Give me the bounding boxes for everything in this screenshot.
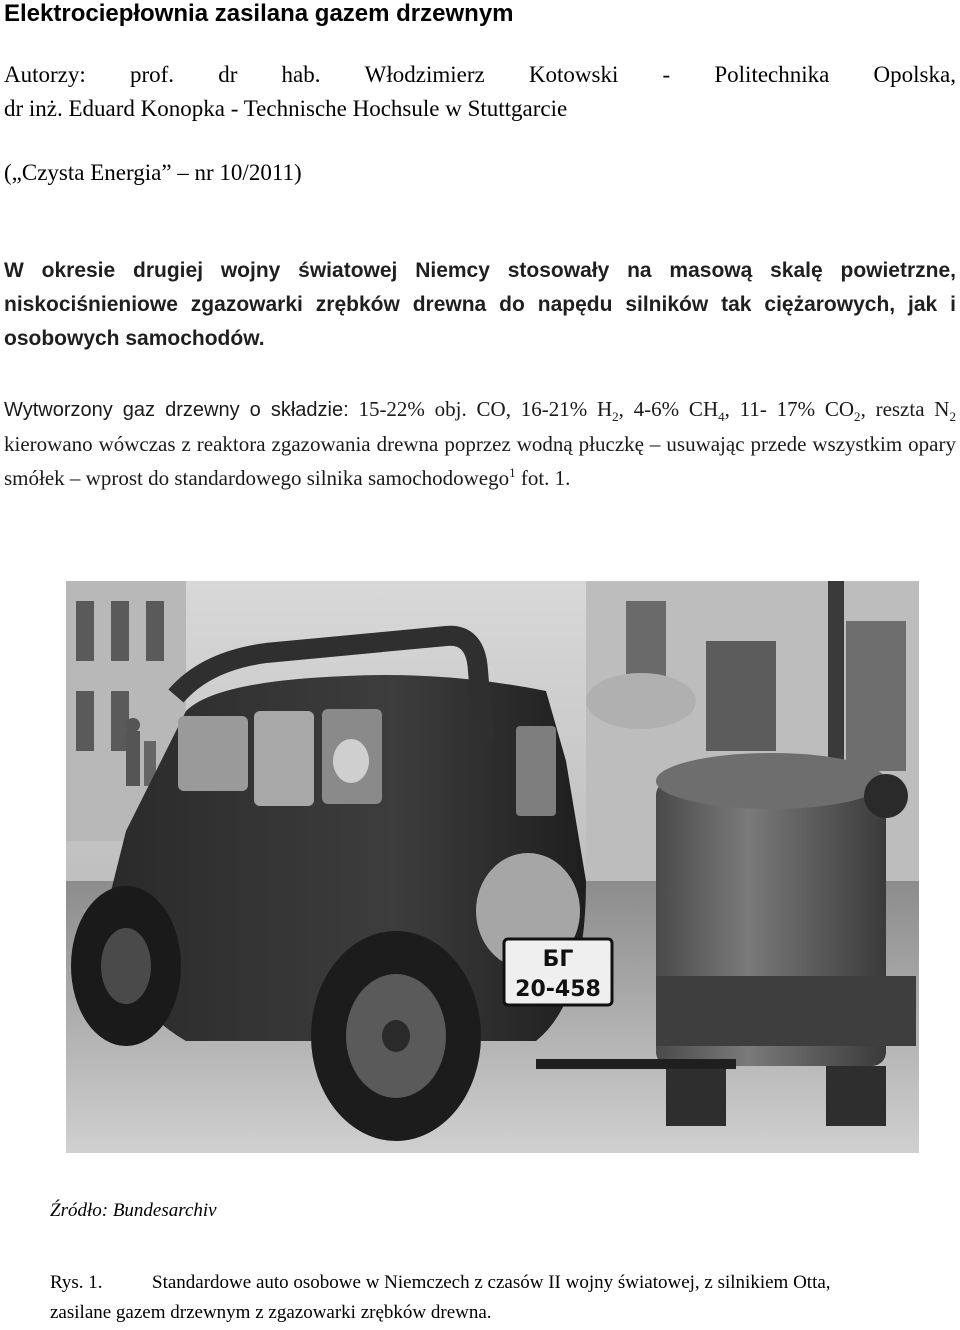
authors (4, 58, 956, 126)
n2-subscript: 2 (949, 409, 956, 425)
h2-subscript: 2 (612, 409, 619, 425)
authors-line-2: dr inż. Eduard Konopka - Technische Hochsule w Stuttgarcie (4, 96, 568, 121)
car-window-front (178, 716, 248, 791)
author-word: Opolska, (873, 62, 956, 87)
composition-lead: Wytworzony gaz drzewny o składzie: (4, 399, 349, 421)
intro-paragraph: W okresie drugiej wojny światowej Niemcy stosowały na masową skalę powietrzne, niskociśnieniowe zgazowarki zrębków drewna do napędu silników tak ciężarowych, jak i osobowych samochodów. (4, 259, 956, 350)
caption-text-2: zasilane gazem drzewnym z zgazowarki zrębków drewna. (50, 1302, 492, 1323)
author-word: prof. (129, 62, 175, 87)
car-window-mid (254, 711, 314, 806)
h2-value: 16-21% H (520, 397, 613, 421)
ch4-subscript: 4 (718, 409, 725, 425)
wood-gas-car-photo (66, 581, 919, 1153)
author-word: Włodzimierz (364, 62, 485, 87)
authors-label: Autorzy: (4, 62, 86, 87)
co-value: 15-22% obj. CO, (358, 397, 511, 421)
co2-value: , 11- 17% CO (724, 397, 855, 421)
caption-label: Rys. 1. (50, 1272, 103, 1293)
composition-tail: fot. 1. (515, 466, 571, 490)
document-title: Elektrociepłownia zasilana gazem drzewnym (4, 0, 514, 27)
composition-paragraph (4, 392, 956, 495)
authors-line-1 (4, 58, 956, 92)
photo-source: Źródło: Bundesarchiv (50, 1200, 217, 1221)
license-plate-number: 20-458 (515, 977, 601, 1002)
figure-caption (50, 1268, 930, 1328)
footnote-marker: 1 (509, 465, 516, 480)
ch4-value: , 4-6% CH (618, 397, 719, 421)
composition-rest: kierowano wówczas z reaktora zgazowania drewna poprzez wodną płuczkę – usuwając przede wszystkim opary smółek – wprost do standardowego silnika samochodowego (4, 432, 956, 490)
author-word: Politechnika (714, 62, 830, 87)
author-word: dr (218, 62, 238, 87)
license-plate-top: БГ (542, 947, 574, 972)
author-word: - (662, 62, 671, 87)
co2-subscript: 2 (854, 409, 861, 425)
magazine-reference: („Czysta Energia” – nr 10/2011) (4, 160, 302, 185)
caption-text-1: Standardowe auto osobowe w Niemczech z czasów II wojny światowej, z silnikiem Otta, (152, 1272, 831, 1293)
author-word: hab. (281, 62, 321, 87)
n2-value: , reszta N (860, 397, 950, 421)
author-word: Kotowski (528, 62, 619, 87)
caption-line-1 (50, 1268, 930, 1298)
